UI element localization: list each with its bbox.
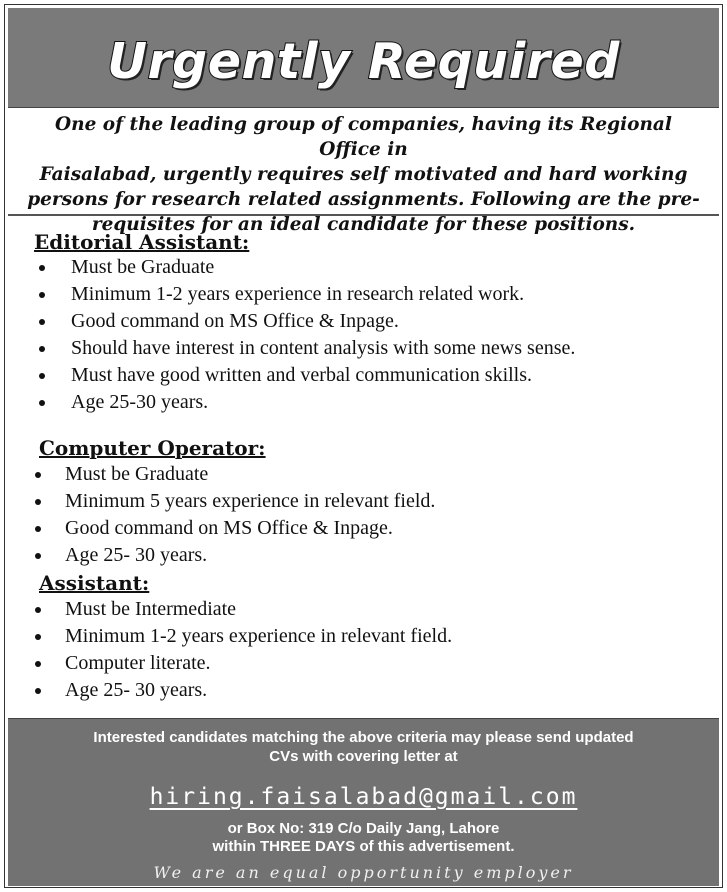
intro-line: persons for research related assignments. Following are the pre- <box>27 189 700 210</box>
bullet-icon <box>39 400 45 406</box>
section-title-assistant: Assistant: <box>39 571 150 595</box>
footer-banner <box>8 718 719 886</box>
bullet-icon <box>39 373 45 379</box>
bullet-icon <box>35 553 41 559</box>
bullet-icon <box>35 634 41 640</box>
ad-title: Urgently Required <box>107 33 620 90</box>
bullet-icon <box>35 472 41 478</box>
bullet-icon <box>35 526 41 532</box>
bullet-icon <box>39 346 45 352</box>
bullet-icon <box>35 607 41 613</box>
bullet-icon <box>35 688 41 694</box>
bullet-icon <box>35 661 41 667</box>
equal-opportunity-statement: We are an equal opportunity employer <box>153 863 574 882</box>
intro-line: requisites for an ideal candidate for these positions. <box>91 214 636 235</box>
bullet-icon <box>35 499 41 505</box>
header-banner <box>8 8 719 108</box>
postal-box-line: or Box No: 319 C/o Daily Jang, Lahore <box>227 820 500 837</box>
intro-line: One of the leading group of companies, having its Regional Office in <box>55 114 672 160</box>
section-title-computer-operator: Computer Operator: <box>39 436 266 460</box>
deadline-line: within THREE DAYS of this advertisement. <box>212 838 515 855</box>
bullet-icon <box>39 319 45 325</box>
intro-line: Faisalabad, urgently requires self motivated and hard working <box>39 164 688 185</box>
intro-paragraph <box>8 108 719 235</box>
section-title-editorial-assistant: Editorial Assistant: <box>34 230 250 254</box>
advertisement-frame: Urgently Required One of the leading group of companies, having its Regional Office in Faisalabad, urgently requires self motivated and hard working persons for research related assignments. Following are the pre- requisites for an ideal candidate for these positions. Editorial Assistant: Must be Graduate Minimum 1-2 years experience in research related work. Good command on MS Office & Inpage. Should have interest in content analysis with some news sense. Must have good written and verbal communication skills. Age 25-30 years. Computer Operator: Must be Graduate Minimum 5 years experience in relevant field. Good command on MS Office & Inpage. Age 25- 30 years. Assistant: Must be Intermediate Minimum 1-2 years experience in relevant field. Computer literate. Age 25- 30 years. Interested candidates matching the above criteria may please send updated CVs with covering letter at hiring.faisalabad@gmail.com or Box No: 319 C/o Daily Jang, Lahore within THREE DAYS of this advertisement. We are an equal opportunity employer <box>4 4 723 888</box>
contact-email-link[interactable]: hiring.faisalabad@gmail.com <box>149 784 578 810</box>
bullet-icon <box>39 265 45 271</box>
footer-instruction-line-2: CVs with covering letter at <box>269 748 458 765</box>
footer-instruction-line-1: Interested candidates matching the above criteria may please send updated <box>93 729 634 746</box>
bullet-icon <box>39 292 45 298</box>
